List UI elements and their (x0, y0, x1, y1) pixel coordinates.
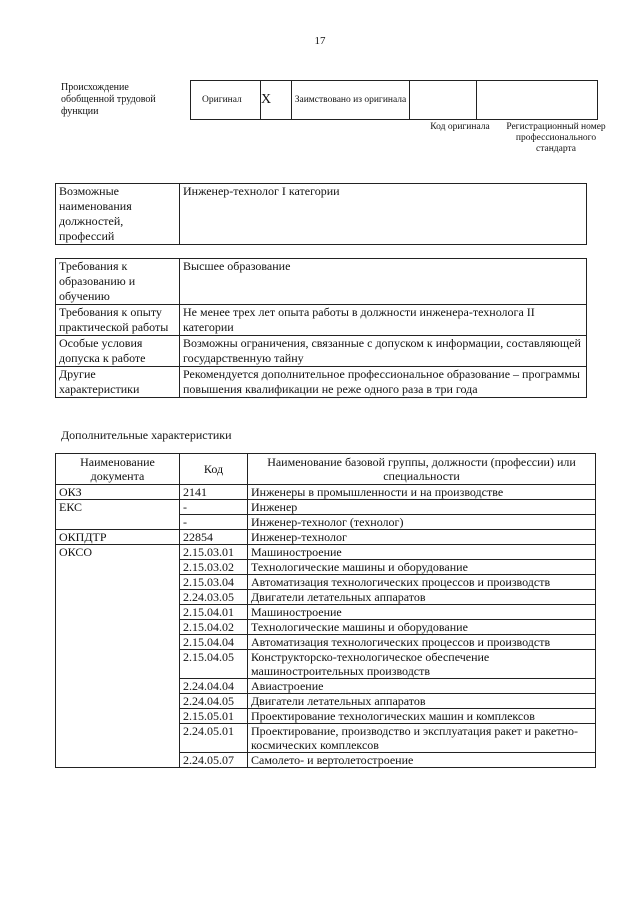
code-cell: 2.24.04.05 (180, 694, 248, 709)
code-caption: Код оригинала (430, 122, 490, 132)
name-cell: Двигатели летательных аппаратов (248, 590, 596, 605)
positions-label: Возможные наименования должностей, профессий (56, 184, 180, 245)
doc-name: ОКПДТР (56, 530, 180, 545)
requirement-row (56, 336, 587, 367)
requirement-label: Требования к образованию и обучению (56, 259, 180, 305)
doc-name: ОКЗ (56, 485, 180, 500)
name-cell: Автоматизация технологических процессов и производств (248, 575, 596, 590)
requirement-label: Особые условия допуска к работе (56, 336, 180, 367)
doc-name: ОКСО (56, 545, 180, 768)
name-cell: Инженер (248, 500, 596, 515)
table-row (56, 530, 596, 545)
header-code: Код (180, 454, 248, 485)
table-row (56, 545, 596, 560)
requirement-row (56, 367, 587, 398)
registration-caption: Регистрационный номер профессионального стандарта (506, 122, 606, 154)
requirement-label: Требования к опыту практической работы (56, 305, 180, 336)
page-number: 17 (314, 35, 326, 47)
requirements-table (55, 258, 587, 398)
code-cell: 2.15.03.02 (180, 560, 248, 575)
extra-title: Дополнительные характеристики (61, 428, 232, 442)
name-cell: Проектирование технологических машин и комплексов (248, 709, 596, 724)
name-cell: Машиностроение (248, 545, 596, 560)
name-cell: Авиастроение (248, 679, 596, 694)
registration-number-cell (477, 81, 598, 120)
name-cell: Инженер-технолог (технолог) (248, 515, 596, 530)
code-cell: 2.15.04.04 (180, 635, 248, 650)
code-cell: 2.15.03.04 (180, 575, 248, 590)
code-cell: 2.15.04.01 (180, 605, 248, 620)
name-cell: Машиностроение (248, 605, 596, 620)
code-cell: 2.15.04.02 (180, 620, 248, 635)
name-cell: Двигатели летательных аппаратов (248, 694, 596, 709)
code-cell: 2.15.05.01 (180, 709, 248, 724)
table-row (56, 485, 596, 500)
name-cell: Конструкторско-технологическое обеспечение машиностроительных производств (248, 650, 596, 679)
header-name: Наименование базовой группы, должности (профессии) или специальности (248, 454, 596, 485)
code-cell: 2.24.05.01 (180, 724, 248, 753)
doc-name: ЕКС (56, 500, 180, 530)
code-cell: 2.24.03.05 (180, 590, 248, 605)
table-row (56, 500, 596, 515)
requirement-value: Не менее трех лет опыта работы в должности инженера-технолога II категории (180, 305, 587, 336)
positions-value: Инженер-технолог I категории (180, 184, 587, 245)
original-mark: X (261, 81, 292, 120)
code-cell: 2.24.04.04 (180, 679, 248, 694)
borrowed-label: Заимствовано из оригинала (292, 81, 410, 120)
name-cell: Инженеры в промышленности и на производстве (248, 485, 596, 500)
extra-characteristics-table (55, 453, 596, 768)
original-code-cell (410, 81, 477, 120)
requirement-value: Возможны ограничения, связанные с допуском к информации, составляющей государственную тайну (180, 336, 587, 367)
code-cell: - (180, 500, 248, 515)
code-cell: 2141 (180, 485, 248, 500)
origin-label: Происхождение обобщенной трудовой функции (61, 82, 156, 117)
name-cell: Проектирование, производство и эксплуатация ракет и ракетно-космических комплексов (248, 724, 596, 753)
name-cell: Инженер-технолог (248, 530, 596, 545)
code-cell: 2.15.04.05 (180, 650, 248, 679)
table-header-row (56, 454, 596, 485)
name-cell: Самолето- и вертолетостроение (248, 753, 596, 768)
name-cell: Технологические машины и оборудование (248, 620, 596, 635)
code-cell: 2.15.03.01 (180, 545, 248, 560)
requirement-row (56, 305, 587, 336)
requirement-label: Другие характеристики (56, 367, 180, 398)
header-doc: Наименование документа (56, 454, 180, 485)
code-cell: 22854 (180, 530, 248, 545)
code-cell: - (180, 515, 248, 530)
positions-table (55, 183, 587, 245)
requirement-value: Рекомендуется дополнительное профессиональное образование – программы повышения квалификации не реже одного раза в три года (180, 367, 587, 398)
code-cell: 2.24.05.07 (180, 753, 248, 768)
requirement-row (56, 259, 587, 305)
name-cell: Автоматизация технологических процессов и производств (248, 635, 596, 650)
original-label: Оригинал (191, 81, 261, 120)
origin-table (190, 80, 598, 120)
name-cell: Технологические машины и оборудование (248, 560, 596, 575)
requirement-value: Высшее образование (180, 259, 587, 305)
